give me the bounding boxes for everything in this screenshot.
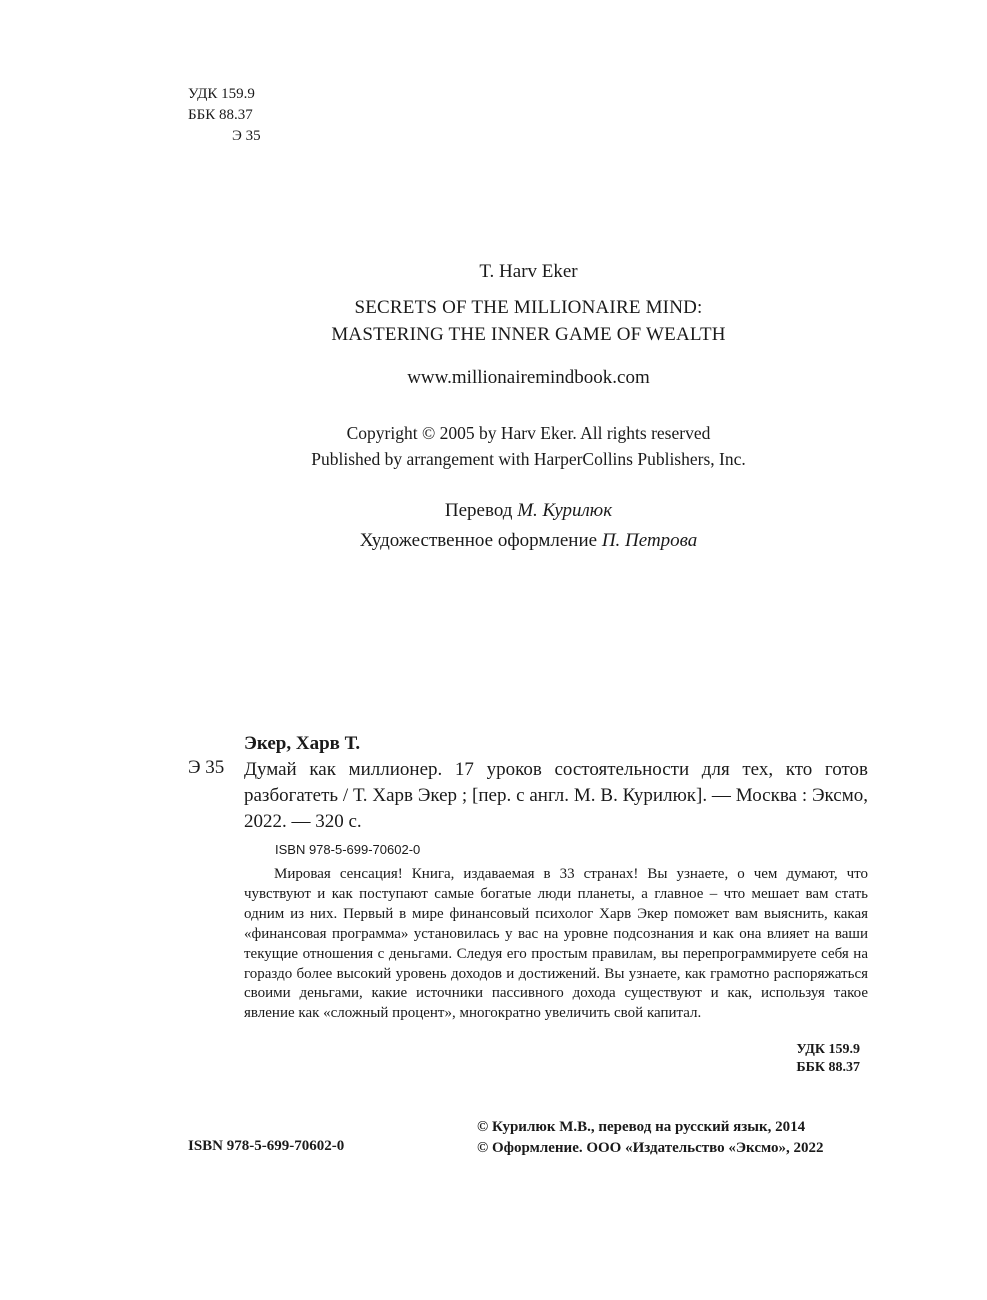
original-copyright [0, 420, 987, 472]
catalog-isbn: ISBN 978-5-699-70602-0 [275, 842, 421, 857]
udk-code: УДК 159.9 [188, 86, 255, 102]
copyright-design: © Оформление. ООО «Издательство «Эксмо», 2022 [477, 1140, 824, 1156]
footer-copyrights [477, 1117, 824, 1159]
design-credit [0, 526, 987, 556]
translator-name: М. Курилюк [517, 500, 613, 521]
original-title [0, 294, 987, 348]
catalog-classification-codes [560, 1041, 860, 1077]
catalog-udk: УДК 159.9 [796, 1042, 860, 1057]
original-author: T. Harv Eker [479, 261, 578, 282]
copyright-line-2: Published by arrangement with HarperCollins Publishers, Inc. [311, 449, 746, 469]
annotation: Мировая сенсация! Книга, издаваемая в 33 странах! Вы узнаете, о чем думают, что чувствуют и как поступают самые богатые люди планеты, а главное – что мешает вам стать одним из них. Первый в мире финансовый психолог Харв Экер поможет вам выяснить, какая «финансовая программа» установилась у вас на уровне подсознания и как она влияет на ваши текущие отношения с деньгами. Следуя его простым правилам, вы перепрограммируете себя на гораздо более высокий уровень доходов и достижений. Вы узнаете, как грамотно распоряжаться своими деньгами, какие источники пассивного дохода существуют и как, используя такое явление как «сложный процент», многократно увеличить свой капитал. [244, 866, 868, 1022]
designer-name: П. Петрова [601, 530, 698, 551]
catalog-code: Э 35 [188, 757, 225, 778]
footer-isbn: ISBN 978-5-699-70602-0 [188, 1138, 345, 1154]
catalog-author: Экер, Харв Т. [244, 733, 361, 754]
translation-label: Перевод [444, 500, 513, 521]
translation-credit [0, 496, 987, 526]
original-title-line-2: MASTERING THE INNER GAME OF WEALTH [331, 324, 726, 345]
top-classification-codes [188, 84, 261, 147]
author-mark: Э 35 [232, 128, 261, 144]
catalog-bbk: ББК 88.37 [796, 1060, 860, 1075]
design-label: Художественное оформление [359, 530, 598, 551]
credits [0, 496, 987, 556]
copyright-translation: © Курилюк М.В., перевод на русский язык, 2014 [477, 1119, 806, 1135]
copyright-line-1: Copyright © 2005 by Harv Eker. All rights reserved [346, 423, 711, 443]
original-title-line-1: SECRETS OF THE MILLIONAIRE MIND: [354, 297, 703, 318]
catalog-description: Думай как миллионер. 17 уроков состоятельности для тех, кто готов разбогатеть / Т. Харв Экер ; [пер. с англ. М. В. Курилюк]. — Москва : Эксмо, 2022. — 320 с. [244, 759, 868, 832]
bbk-code: ББК 88.37 [188, 107, 253, 123]
website: www.millionairemindbook.com [407, 367, 650, 388]
